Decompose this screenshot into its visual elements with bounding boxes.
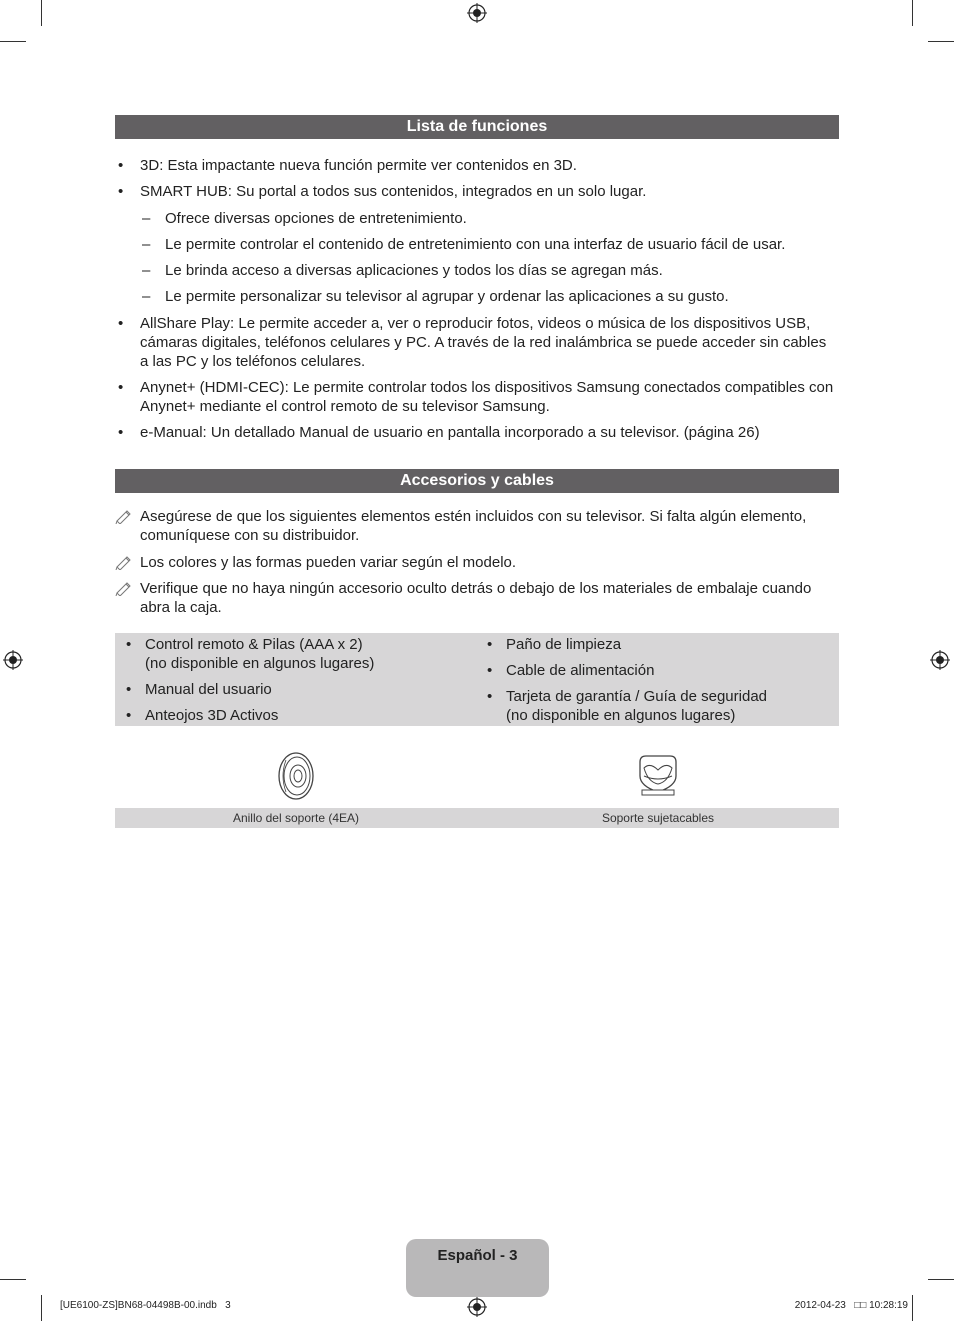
sub-item-text: Le brinda acceso a diversas aplicaciones y todos los días se agregan más. (165, 262, 663, 279)
illustration-captions (115, 808, 839, 828)
page-number: Español - 3 (437, 1247, 518, 1264)
feature-term: 3D (140, 157, 160, 174)
page-number-tab (406, 1239, 549, 1297)
feature-item-allshare (118, 314, 838, 371)
section-title-accessories: Accesorios y cables (115, 469, 839, 493)
slug-file-info: [UE6100-ZS]BN68-04498B-00.indb 3 (60, 1300, 231, 1311)
accessory-note: (no disponible en algunos lugares) (506, 707, 736, 724)
bullet: • (126, 681, 132, 698)
feature-term: e-Manual (140, 424, 203, 441)
crop-mark (41, 1295, 42, 1321)
crop-mark (41, 0, 42, 26)
accessory-name: Cable de alimentación (506, 662, 655, 679)
bullet: • (118, 315, 124, 332)
feature-item-anynet (118, 378, 838, 416)
note-text: Verifique que no haya ningún accesorio oculto detrás o debajo de los materiales de embalaje cuando abra la caja. (140, 580, 812, 616)
accessory-name: Paño de limpieza (506, 636, 622, 653)
crop-mark (912, 1295, 913, 1321)
feature-term: Anynet+ (HDMI-CEC) (140, 379, 285, 396)
registration-mark-icon (930, 650, 950, 670)
smart-hub-sub-item (142, 287, 832, 306)
crop-mark (928, 41, 954, 42)
cable-holder-icon (634, 752, 682, 798)
crop-mark (912, 0, 913, 26)
bullet: • (487, 636, 493, 653)
crop-mark (928, 1279, 954, 1280)
caption-holder-ring: Anillo del soporte (4EA) (232, 811, 360, 825)
feature-term: AllShare Play (140, 315, 231, 332)
accessory-list (115, 633, 839, 726)
caption-cable-holder: Soporte sujetacables (601, 811, 715, 825)
note-item (115, 553, 839, 572)
pencil-note-icon (115, 554, 133, 570)
feature-text: : Esta impactante nueva función permite ver contenidos en 3D. (159, 157, 577, 174)
accessory-name: Control remoto & Pilas (AAA x 2) (145, 636, 363, 653)
feature-item-3d (118, 156, 838, 175)
sub-item-text: Le permite controlar el contenido de entretenimiento con una interfaz de usuario fácil de usar. (165, 236, 786, 253)
smart-hub-sub-item (142, 235, 832, 254)
sub-item-text: Le permite personalizar su televisor al agrupar y ordenar las aplicaciones a su gusto. (165, 288, 729, 305)
note-text: Los colores y las formas pueden variar según el modelo. (140, 554, 517, 571)
registration-mark-icon (467, 3, 487, 23)
holder-ring-icon (274, 750, 318, 802)
accessory-item (487, 687, 767, 725)
feature-text: : Su portal a todos sus contenidos, integrados en un solo lugar. (227, 183, 647, 200)
dash: – (142, 236, 151, 253)
note-item (115, 507, 839, 545)
accessory-item (487, 635, 621, 654)
accessory-item (126, 635, 374, 673)
feature-term: SMART HUB (140, 183, 228, 200)
bullet: • (487, 662, 493, 679)
feature-item-emanual (118, 423, 838, 442)
accessory-item (126, 680, 272, 699)
accessory-note: (no disponible en algunos lugares) (145, 655, 375, 672)
bullet: • (487, 688, 493, 705)
accessory-name: Manual del usuario (145, 681, 272, 698)
crop-mark (0, 1279, 26, 1280)
accessory-name: Anteojos 3D Activos (145, 707, 279, 724)
pencil-note-icon (115, 580, 133, 596)
bullet: • (118, 157, 124, 174)
bullet: • (126, 636, 132, 653)
accessory-name: Tarjeta de garantía / Guía de seguridad (506, 688, 768, 705)
bullet: • (118, 379, 124, 396)
smart-hub-sub-item (142, 261, 832, 280)
note-text: Asegúrese de que los siguientes elementos estén incluidos con su televisor. Si falta algún elemento, comuníquese con su distribuidor. (140, 508, 807, 544)
dash: – (142, 210, 151, 227)
dash: – (142, 262, 151, 279)
bullet: • (126, 707, 132, 724)
crop-mark (0, 41, 26, 42)
feature-text: : Un detallado Manual de usuario en pantalla incorporado a su televisor. (página 26) (202, 424, 760, 441)
accessory-item (126, 706, 278, 725)
bullet: • (118, 183, 124, 200)
slug-date-time: 2012-04-23 □□ 10:28:19 (794, 1300, 908, 1311)
section-title-features: Lista de funciones (115, 115, 839, 139)
registration-mark-icon (3, 650, 23, 670)
dash: – (142, 288, 151, 305)
feature-item-smart-hub (118, 182, 838, 201)
feature-text: : Le permite acceder a, ver o reproducir fotos, videos o música de los dispositivos USB, cámaras digitales, teléfonos celulares y PC. A través de la red inalámbrica se puede acceder sin cables a las PC y los teléfonos celulares. (140, 315, 827, 370)
bullet: • (118, 424, 124, 441)
feature-text: : Le permite controlar todos los dispositivos Samsung conectados compatibles con Anynet+ mediante el control remoto de su televisor Samsung. (140, 379, 834, 415)
pencil-note-icon (115, 508, 133, 524)
smart-hub-sub-item (142, 209, 832, 228)
accessory-item (487, 661, 654, 680)
registration-mark-icon (467, 1297, 487, 1317)
note-item (115, 579, 839, 617)
sub-item-text: Ofrece diversas opciones de entretenimiento. (165, 210, 467, 227)
